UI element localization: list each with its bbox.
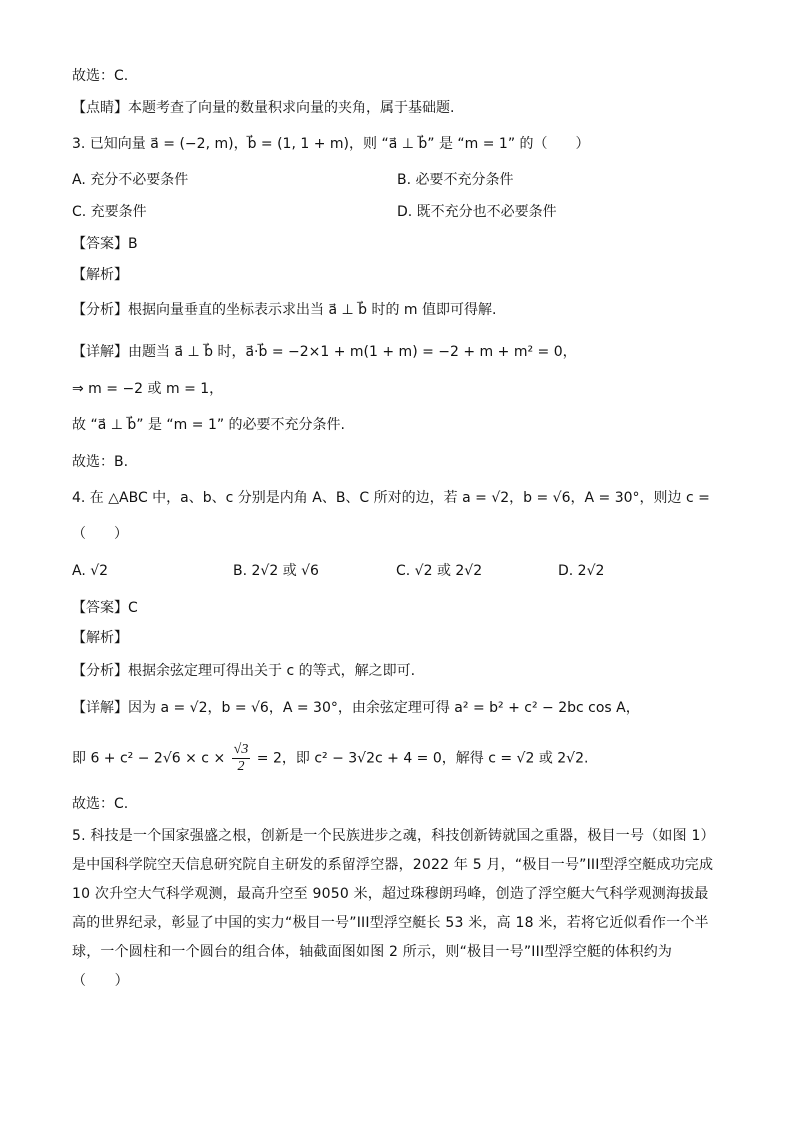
q4-analysis-heading: 【解析】 bbox=[72, 630, 128, 646]
q3-option-a: A. 充分不必要条件 bbox=[72, 172, 189, 188]
q4-detail-equation bbox=[72, 742, 588, 775]
q3-choice: 故选：B. bbox=[72, 454, 129, 470]
q3-analysis: 【分析】根据向量垂直的坐标表示求出当 a⃗ ⊥ b⃗ 时的 m 值即可得解. bbox=[72, 302, 497, 318]
q4-analysis: 【分析】根据余弦定理可得出关于 c 的等式，解之即可. bbox=[72, 663, 416, 679]
q4-equation-part2: = 2，即 c² − 3√2c + 4 = 0，解得 c = √2 或 2√2. bbox=[256, 750, 589, 767]
q3-detail: 【详解】由题当 a⃗ ⊥ b⃗ 时，a⃗·b⃗ = −2×1 + m(1 + m) = −2 + m + m² = 0， bbox=[72, 344, 577, 360]
q3-option-d: D. 既不充分也不必要条件 bbox=[397, 204, 557, 220]
q4-option-b: B. 2√2 或 √6 bbox=[233, 563, 319, 579]
q4-detail: 【详解】因为 a = √2，b = √6，A = 30°，由余弦定理可得 a² = b² + c² − 2bc cos A， bbox=[72, 700, 640, 716]
q4-option-d: D. 2√2 bbox=[558, 563, 605, 579]
q3-conclusion: 故 “a⃗ ⊥ b⃗” 是 “m = 1” 的必要不充分条件. bbox=[72, 417, 345, 433]
question-5-text: 5. 科技是一个国家强盛之根，创新是一个民族进步之魂，科技创新铸就国之重器，极目一号（如图 1）是中国科学院空天信息研究院自主研发的系留浮空器，2022 年 5 月，“极目一号”III型浮空艇成功完成 10 次升空大气科学观测，最高升空至 9050 米，超过珠穆朗玛峰，创造了浮空艇大气科学观测海拔最高的世界纪录，彰显了中国的实力“极目一号”III型浮空艇长 53 米，高 18 米，若将它近似看作一个半球，一个圆柱和一个圆台的组合体，轴截面图如图 2 所示，则“极目一号”III型浮空艇的体积约为（ ） bbox=[72, 828, 715, 989]
q3-analysis-heading: 【解析】 bbox=[72, 267, 128, 283]
question-4-blank: （ ） bbox=[72, 526, 128, 542]
answer-choice-line: 故选：C. bbox=[72, 68, 129, 84]
q4-option-a: A. √2 bbox=[72, 563, 109, 579]
fraction-denominator: 2 bbox=[237, 759, 245, 774]
fraction-numerator: √3 bbox=[233, 742, 249, 757]
question-4-stem: 4. 在 △ABC 中，a、b、c 分别是内角 A、B、C 所对的边，若 a = √2，b = √6，A = 30°，则边 c = bbox=[72, 490, 710, 506]
q3-option-b: B. 必要不充分条件 bbox=[397, 172, 514, 188]
q3-option-c: C. 充要条件 bbox=[72, 204, 147, 220]
q4-option-c: C. √2 或 2√2 bbox=[396, 563, 483, 579]
q4-choice: 故选：C. bbox=[72, 796, 129, 812]
question-5-stem bbox=[72, 822, 720, 996]
q3-detail-result: ⇒ m = −2 或 m = 1， bbox=[72, 381, 224, 397]
q4-equation-part1: 即 6 + c² − 2√6 × c × bbox=[72, 750, 226, 767]
q4-answer: 【答案】C bbox=[72, 600, 138, 616]
sqrt3-over-2-fraction bbox=[232, 742, 251, 775]
question-3-stem: 3. 已知向量 a⃗ = (−2, m)，b⃗ = (1, 1 + m)，则 “a⃗ ⊥ b⃗” 是 “m = 1” 的（ ） bbox=[72, 136, 590, 152]
q3-answer: 【答案】B bbox=[72, 236, 138, 252]
comment-line: 【点睛】本题考查了向量的数量积求向量的夹角，属于基础题. bbox=[72, 100, 455, 116]
